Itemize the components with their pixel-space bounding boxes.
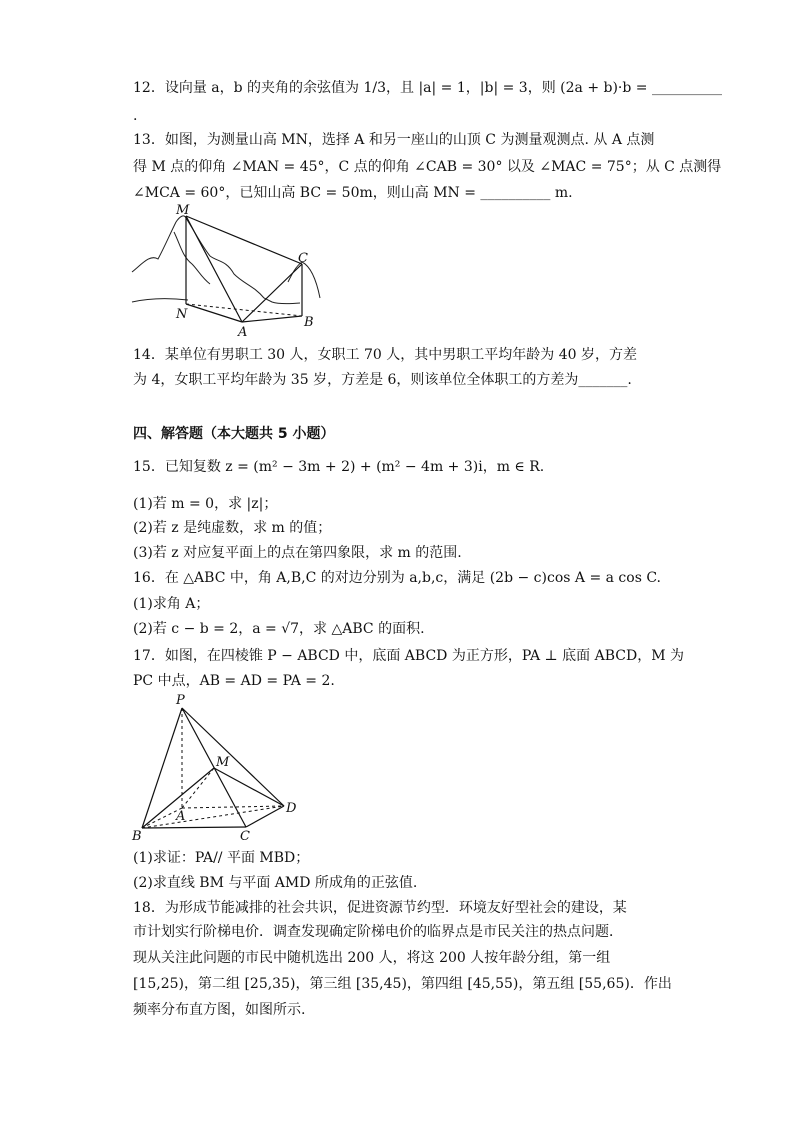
problem-18-line-5: 频率分布直方图，如图所示.	[133, 1002, 306, 1018]
label-C: C	[298, 251, 308, 266]
problem-17-part-2: (2)求直线 BM 与平面 AMD 所成角的正弦值.	[133, 875, 418, 891]
problem-13-line-3: ∠MCA = 60°，已知山高 BC = 50m，则山高 MN = __________ m.	[133, 185, 573, 201]
problem-18-line-1: 18．为形成节能减排的社会共识，促进资源节约型．环境友好型社会的建设，某	[133, 900, 627, 916]
edge-AD-dashed	[182, 806, 284, 808]
label-N: N	[176, 307, 188, 322]
label-A: A	[238, 325, 248, 339]
label-M: M	[216, 755, 230, 770]
problem-16-part-1: (1)求角 A；	[133, 596, 210, 612]
problem-16-part-2: (2)若 c − b = 2，a = √7，求 △ABC 的面积.	[133, 621, 425, 637]
problem-18-line-3: 现从关注此问题的市民中随机选出 200 人，将这 200 人按年龄分组，第一组	[133, 950, 611, 966]
problem-14-line-1: 14．某单位有男职工 30 人，女职工 70 人，其中男职工平均年龄为 40 岁，方差	[133, 347, 637, 363]
problem-12-line-2: .	[133, 108, 138, 124]
label-B: B	[132, 829, 142, 844]
edge-PC	[182, 708, 246, 827]
segment-AB	[242, 316, 302, 322]
problem-13-line-1: 13．如图，为测量山高 MN，选择 A 和另一座山的山顶 C 为测量观测点. 从 A 点测	[133, 132, 655, 148]
problem-15-line-1: 15．已知复数 z = (m² − 3m + 2) + (m² − 4m + 3)i，m ∈ R.	[133, 459, 545, 475]
problem-18-line-4: [15,25)，第二组 [25,35)，第三组 [35,45)，第四组 [45,55)，第五组 [55,65)．作出	[133, 976, 672, 992]
problem-14-line-2: 为 4，女职工平均年龄为 35 岁，方差是 6，则该单位全体职工的方差为_______.	[133, 372, 632, 388]
problem-15-part-3: (3)若 z 对应复平面上的点在第四象限，求 m 的范围.	[133, 545, 462, 561]
problem-17-line-2: PC 中点，AB = AD = PA = 2.	[133, 673, 335, 689]
ground-line	[132, 299, 188, 302]
section-heading-answer-questions: 四、解答题（本大题共 5 小题）	[133, 426, 335, 442]
problem-18-line-2: 市计划实行阶梯电价．调查发现确定阶梯电价的临界点是市民关注的热点问题．	[133, 924, 623, 940]
label-D: D	[286, 801, 297, 816]
edge-CD	[246, 806, 284, 827]
mountain-ridge	[174, 232, 210, 284]
label-C: C	[240, 829, 250, 844]
problem-17-part-1: (1)求证：PA// 平面 MBD；	[133, 850, 310, 866]
edge-AM-dashed	[182, 768, 214, 808]
figure-17-pyramid	[128, 694, 308, 844]
label-M: M	[176, 204, 190, 218]
problem-13-line-2: 得 M 点的仰角 ∠MAN = 45°，C 点的仰角 ∠CAB = 30° 以及 ∠MAC = 75°；从 C 点测得	[133, 159, 722, 175]
figure-13-mountains	[130, 204, 330, 339]
problem-15-part-2: (2)若 z 是纯虚数，求 m 的值；	[133, 520, 332, 536]
problem-12-line-1: 12．设向量 a，b 的夹角的余弦值为 1/3，且 |a| = 1，|b| = 3，则 (2a + b)·b = __________	[133, 80, 722, 96]
mountain-outline-right	[288, 262, 320, 298]
problem-15-part-1: (1)若 m = 0，求 |z|；	[133, 496, 278, 512]
label-A: A	[176, 809, 186, 824]
edge-PD	[182, 708, 284, 806]
problem-17-line-1: 17．如图，在四棱锥 P − ABCD 中，底面 ABCD 为正方形，PA ⊥ 底面 ABCD，M 为	[133, 648, 684, 664]
problem-16-line-1: 16．在 △ABC 中，角 A,B,C 的对边分别为 a,b,c，满足 (2b − c)cos A = a cos C.	[133, 570, 661, 586]
segment-MC	[186, 216, 302, 264]
edge-BC	[142, 827, 246, 828]
label-P: P	[176, 694, 185, 708]
label-B: B	[304, 315, 314, 330]
